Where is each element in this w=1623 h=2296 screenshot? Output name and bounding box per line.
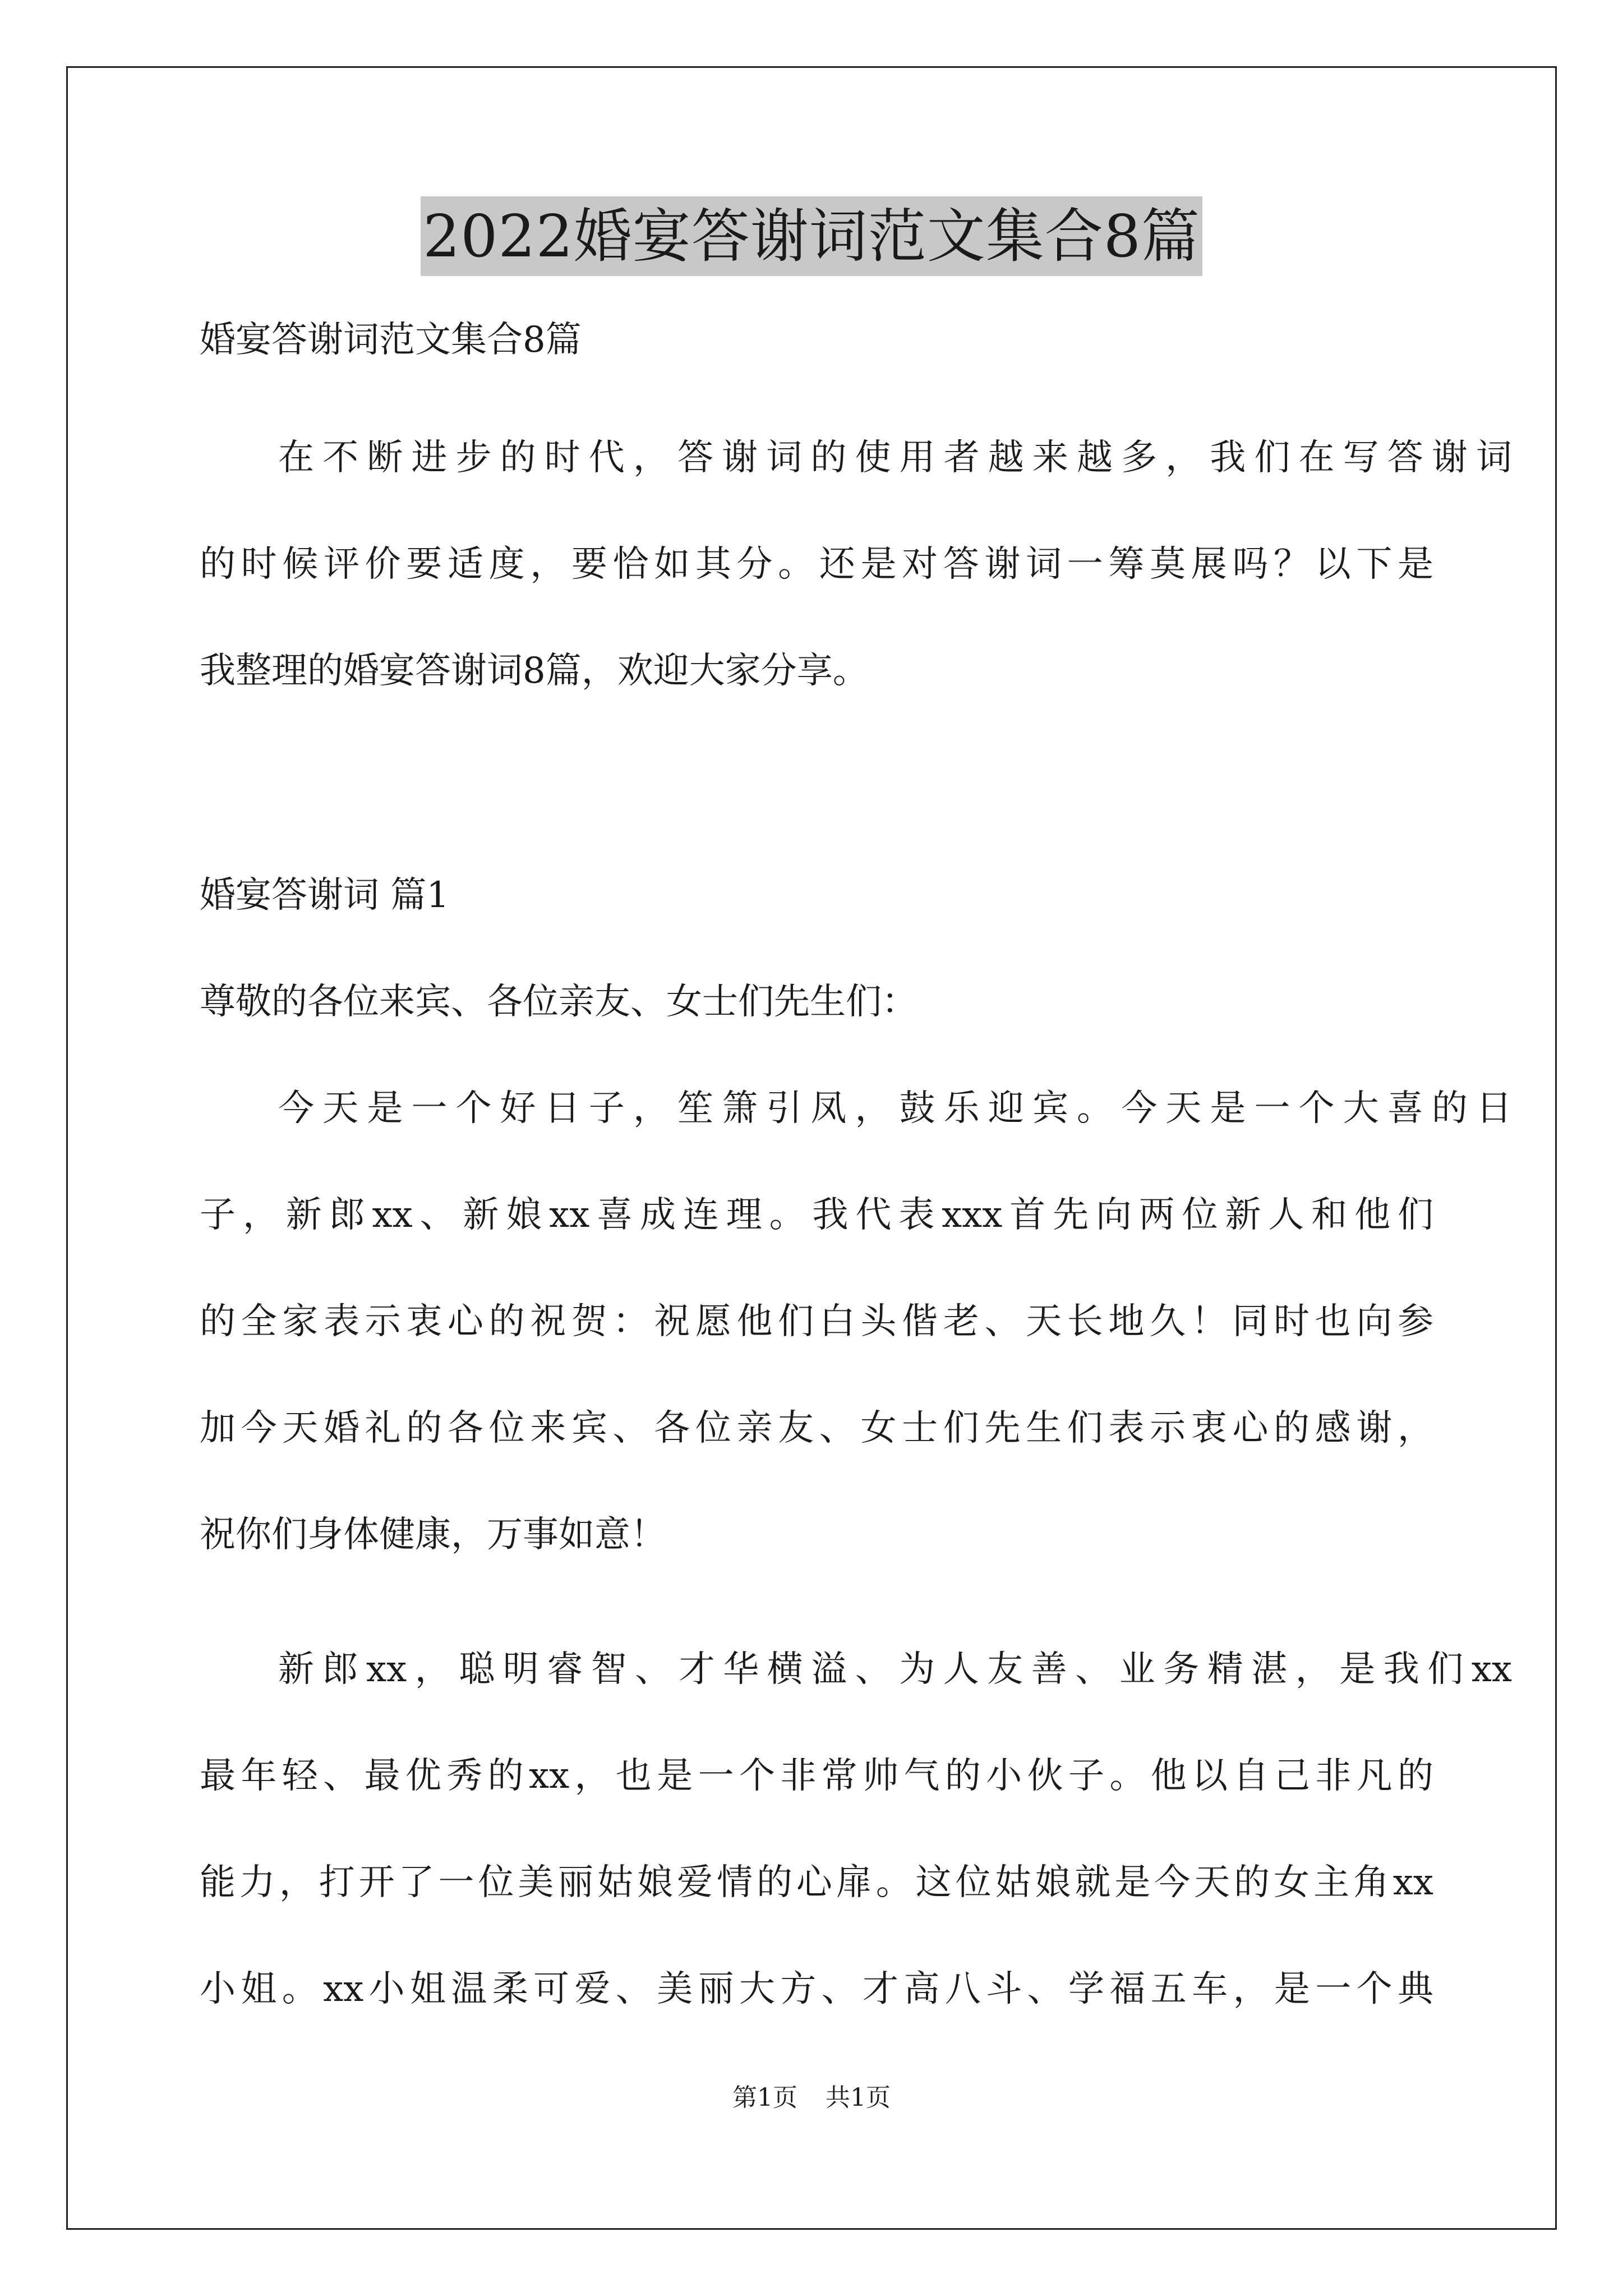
page-total: 共1页	[826, 2083, 891, 2112]
page-footer	[0, 2081, 1623, 2115]
intro-line-2: 的时候评价要适度，要恰如其分。还是对答谢词一筹莫展吗？以下是	[200, 544, 1433, 585]
para1-line-4: 加今天婚礼的各位来宾、各位亲友、女士们先生们表示衷心的感谢，	[200, 1407, 1433, 1449]
para1-line-2: 子，新郎xx、新娘xx喜成连理。我代表xxx首先向两位新人和他们	[200, 1194, 1433, 1236]
intro-line-1: 在不断进步的时代，答谢词的使用者越来越多，我们在写答谢词	[278, 437, 1512, 478]
page-number: 第1页	[732, 2083, 797, 2112]
para2-line-1: 新郎xx，聪明睿智、才华横溢、为人友善、业务精湛，是我们xx	[278, 1649, 1512, 1690]
para2-line-2: 最年轻、最优秀的xx，也是一个非常帅气的小伙子。他以自己非凡的	[200, 1755, 1433, 1797]
para2-line-4: 小姐。xx小姐温柔可爱、美丽大方、才高八斗、学福五车，是一个典	[200, 1968, 1433, 2010]
document-title	[0, 196, 1623, 276]
para1-line-3: 的全家表示衷心的祝贺：祝愿他们白头偕老、天长地久！同时也向参	[200, 1301, 1433, 1342]
salutation: 尊敬的各位来宾、各位亲友、女士们先生们：	[200, 981, 917, 1023]
para2-line-3: 能力，打开了一位美丽姑娘爱情的心扉。这位姑娘就是今天的女主角xx	[200, 1862, 1433, 1903]
intro-line-3: 我整理的婚宴答谢词8篇，欢迎大家分享。	[200, 650, 869, 692]
para1-line-1: 今天是一个好日子，笙箫引凤，鼓乐迎宾。今天是一个大喜的日	[278, 1088, 1512, 1129]
section-heading: 婚宴答谢词 篇1	[200, 875, 450, 916]
document-title-text: 2022婚宴答谢词范文集合8篇	[421, 196, 1202, 276]
para1-line-5: 祝你们身体健康，万事如意！	[200, 1514, 666, 1556]
document-subtitle: 婚宴答谢词范文集合8篇	[200, 319, 582, 361]
